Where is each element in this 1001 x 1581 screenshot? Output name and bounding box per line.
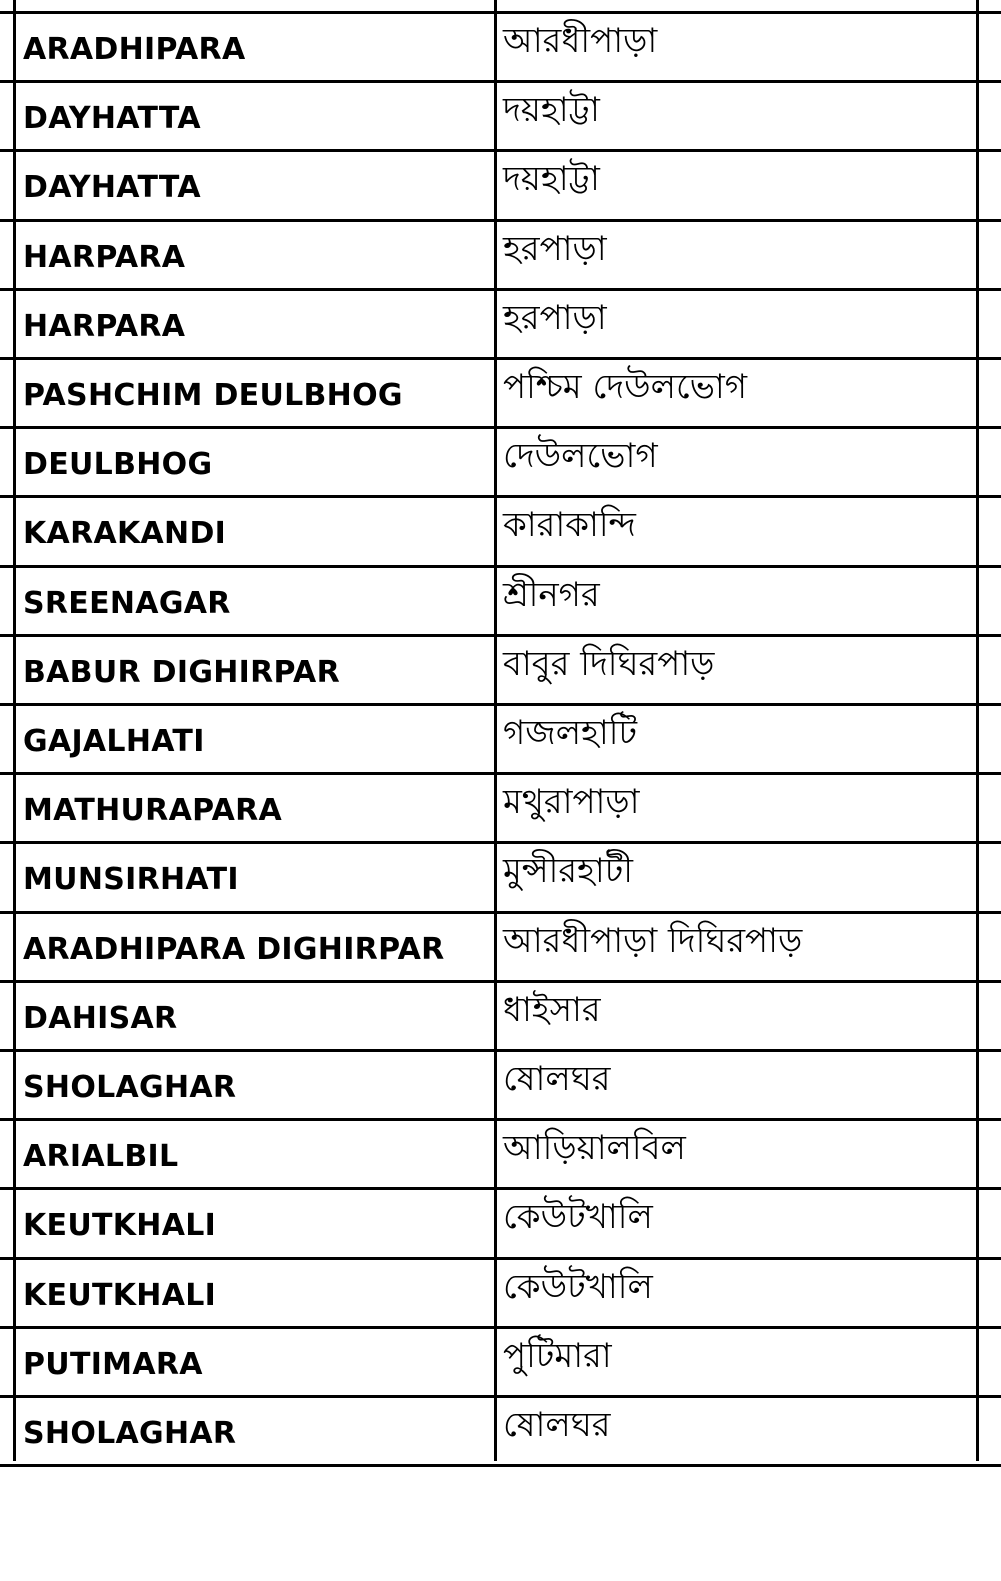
- bengali-name-cell: দয়হাট্টা: [503, 90, 600, 130]
- english-name-cell: PASHCHIM DEULBHOG: [23, 378, 403, 413]
- table-rule: [0, 1464, 1001, 1467]
- table-row: [0, 913, 1001, 982]
- english-name-cell: DAHISAR: [23, 1001, 178, 1036]
- bengali-name-cell: মুন্সীরহাটী: [503, 851, 634, 891]
- table-rule: [0, 1326, 1001, 1329]
- english-name-cell: KEUTKHALI: [23, 1208, 217, 1243]
- bengali-name-cell: গজলহাটি: [503, 713, 638, 753]
- bengali-name-cell: আরধীপাড়া দিঘিরপাড়: [503, 921, 803, 961]
- table-row: [0, 774, 1001, 843]
- bengali-name-cell: বাবুর দিঘিরপাড়: [503, 644, 715, 684]
- table-row: [0, 1259, 1001, 1328]
- english-name-cell: HARPARA: [23, 309, 186, 344]
- english-name-cell: MATHURAPARA: [23, 793, 283, 828]
- english-name-cell: BABUR DIGHIRPAR: [23, 655, 340, 690]
- table-row: [0, 13, 1001, 82]
- english-name-cell: SHOLAGHAR: [23, 1416, 237, 1451]
- table-row: [0, 428, 1001, 497]
- bengali-name-cell: পশ্চিম দেউলভোগ: [503, 367, 748, 407]
- bengali-name-cell: শ্রীনগর: [503, 575, 600, 615]
- table-row: [0, 567, 1001, 636]
- table-rule: [0, 703, 1001, 706]
- english-name-cell: KARAKANDI: [23, 516, 227, 551]
- table-rule: [0, 219, 1001, 222]
- table-rule: [0, 911, 1001, 914]
- table-rule: [0, 1049, 1001, 1052]
- bengali-name-cell: হরপাড়া: [503, 229, 607, 269]
- table-row: [0, 151, 1001, 220]
- table-rule: [0, 426, 1001, 429]
- table-rule: [0, 980, 1001, 983]
- table-row: [0, 636, 1001, 705]
- bengali-name-cell: মথুরাপাড়া: [503, 782, 640, 822]
- table-rule: [0, 495, 1001, 498]
- bengali-name-cell: আরধীপাড়া: [503, 21, 658, 61]
- english-name-cell: HARPARA: [23, 240, 186, 275]
- table-rule: [0, 772, 1001, 775]
- table-row: [0, 1328, 1001, 1397]
- bengali-name-cell: আড়িয়ালবিল: [503, 1128, 686, 1168]
- bengali-name-cell: পুটিমারা: [503, 1336, 612, 1376]
- table-row: [0, 982, 1001, 1051]
- table-row: [0, 82, 1001, 151]
- bengali-name-cell: ষোলঘর: [503, 1405, 611, 1445]
- english-name-cell: SREENAGAR: [23, 586, 231, 621]
- bengali-name-cell: কারাকান্দি: [503, 505, 636, 545]
- english-name-cell: ARADHIPARA DIGHIRPAR: [23, 932, 445, 967]
- table-rule: [0, 1395, 1001, 1398]
- table-rule: [0, 288, 1001, 291]
- table-rule: [0, 80, 1001, 83]
- table-rule: [0, 357, 1001, 360]
- table-rule: [0, 841, 1001, 844]
- bengali-name-cell: হরপাড়া: [503, 298, 607, 338]
- table-row: [0, 1397, 1001, 1466]
- bengali-name-cell: দেউলভোগ: [503, 436, 658, 476]
- english-name-cell: ARIALBIL: [23, 1139, 179, 1174]
- table-row: [0, 705, 1001, 774]
- table-right-border: [976, 0, 979, 1461]
- table-row: [0, 497, 1001, 566]
- table-row: [0, 1189, 1001, 1258]
- english-name-cell: MUNSIRHATI: [23, 862, 239, 897]
- english-name-cell: SHOLAGHAR: [23, 1070, 237, 1105]
- bengali-name-cell: কেউটখালি: [503, 1197, 653, 1237]
- table-row: [0, 221, 1001, 290]
- bengali-name-cell: ষোলঘর: [503, 1059, 611, 1099]
- english-name-cell: ARADHIPARA: [23, 32, 246, 67]
- table-row: [0, 1120, 1001, 1189]
- table-rule: [0, 1118, 1001, 1121]
- english-name-cell: KEUTKHALI: [23, 1278, 217, 1313]
- english-name-cell: GAJALHATI: [23, 724, 205, 759]
- table-left-border: [13, 0, 16, 1461]
- table-rule: [0, 1187, 1001, 1190]
- english-name-cell: DAYHATTA: [23, 101, 201, 136]
- table-rule: [0, 565, 1001, 568]
- english-name-cell: DAYHATTA: [23, 170, 201, 205]
- table-row: [0, 290, 1001, 359]
- table-rule: [0, 149, 1001, 152]
- english-name-cell: DEULBHOG: [23, 447, 213, 482]
- table-row: [0, 359, 1001, 428]
- table-rule-top: [0, 11, 1001, 14]
- bengali-name-cell: দয়হাট্টা: [503, 159, 600, 199]
- english-name-cell: PUTIMARA: [23, 1347, 203, 1382]
- table-rule: [0, 1257, 1001, 1260]
- table-column-divider: [494, 0, 497, 1461]
- table-rule: [0, 634, 1001, 637]
- bengali-name-cell: ধাইসার: [503, 990, 601, 1030]
- table-row: [0, 843, 1001, 912]
- bengali-name-cell: কেউটখালি: [503, 1267, 653, 1307]
- table-row: [0, 1051, 1001, 1120]
